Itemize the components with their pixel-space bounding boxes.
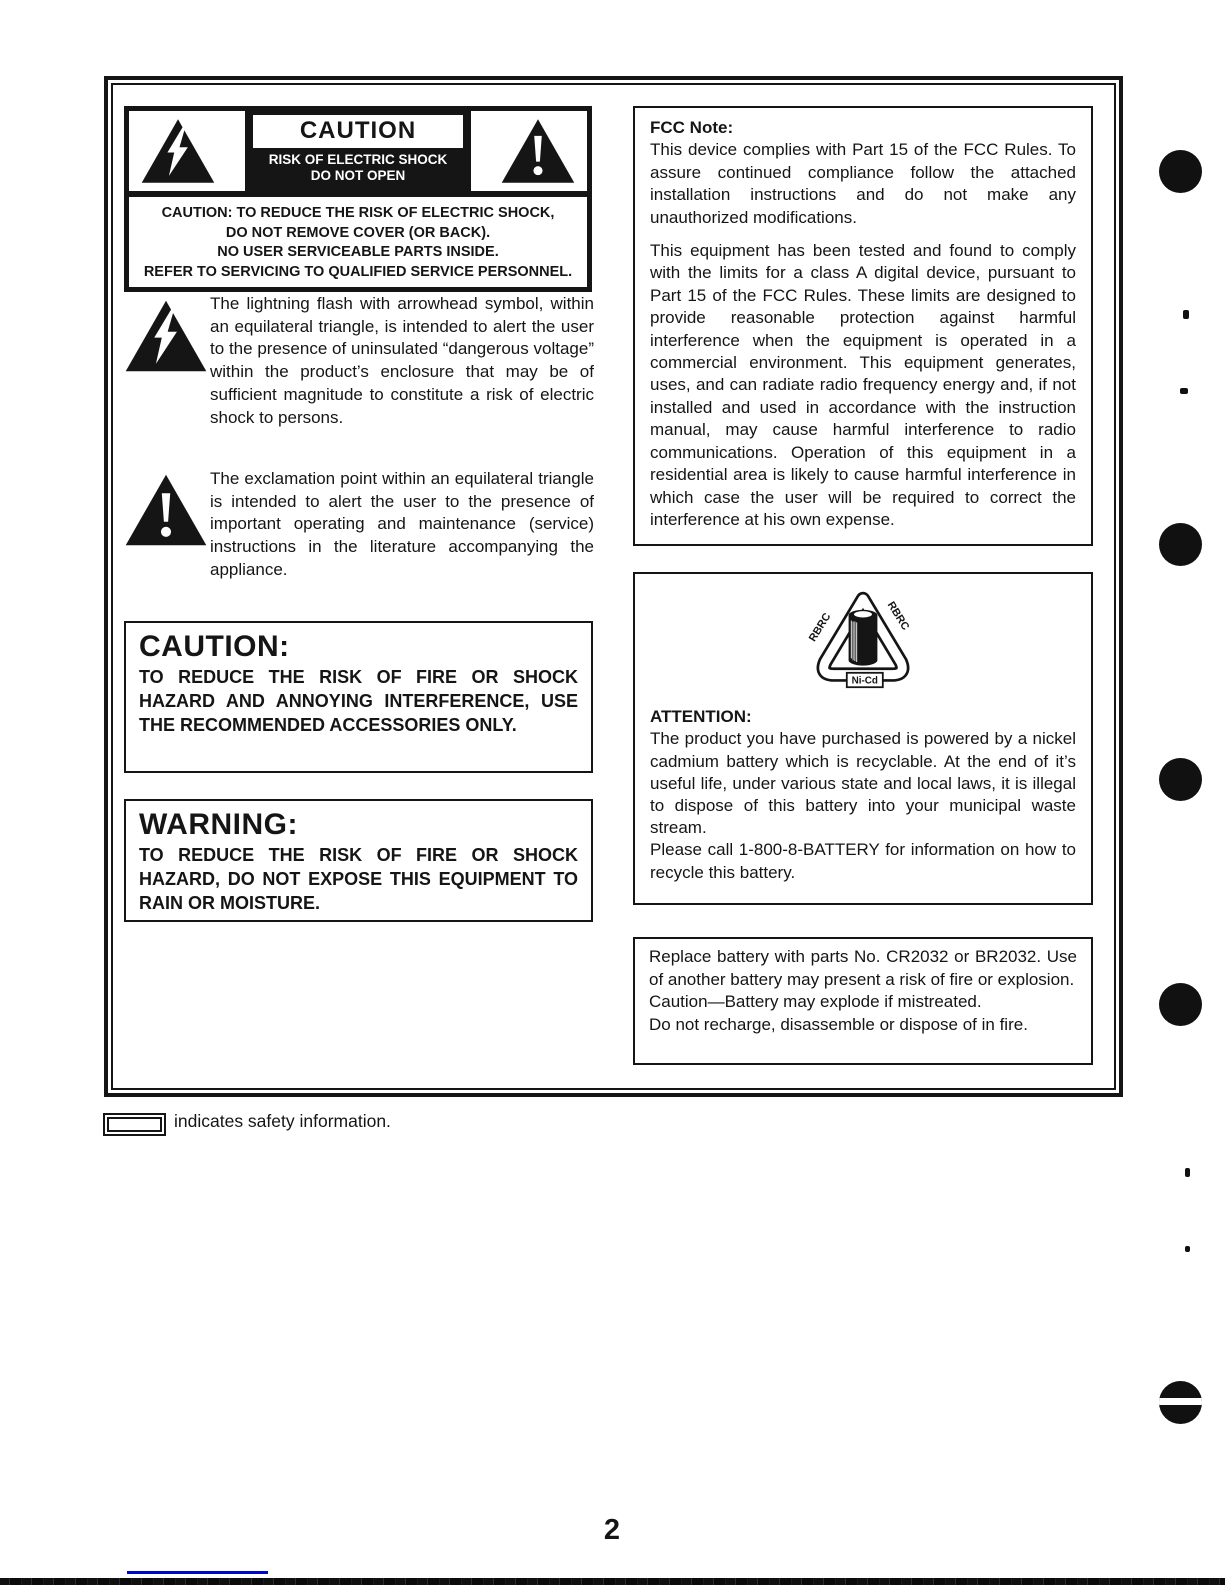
shock-panel-text-line: CAUTION: TO REDUCE THE RISK OF ELECTRIC SHOCK, — [161, 205, 555, 221]
attention-paragraph-1: The product you have purchased is powered by a nickel cadmium battery which is recyclable. At the end of it’s useful life, under various state and local laws, it is illegal to dispose of this battery into your municipal waste stream. — [650, 729, 1076, 838]
shock-label-line1: RISK OF ELECTRIC SHOCK — [268, 152, 448, 167]
registration-dot — [1159, 523, 1202, 566]
replace-battery-line-3: Do not recharge, disassemble or dispose of in fire. — [649, 1014, 1028, 1034]
warning-moisture-box — [124, 799, 593, 922]
fcc-note-title: FCC Note: — [650, 118, 734, 137]
caution-accessories-box — [124, 621, 593, 773]
ink-speck — [1185, 1246, 1190, 1252]
fcc-note-paragraph-1: This device complies with Part 15 of the FCC Rules. To assure continued compliance follow the attached installation instructions and do not make any unauthorized modifications. — [650, 140, 1076, 227]
ink-speck — [1180, 388, 1188, 394]
shock-panel-text — [129, 197, 587, 282]
attention-paragraph-2: Please call 1-800-8-BATTERY for information on how to recycle this battery. — [650, 840, 1076, 882]
shock-panel-text-line: REFER TO SERVICING TO QUALIFIED SERVICE PERSONNEL. — [143, 263, 573, 280]
lightning-symbol-explanation: The lightning flash with arrowhead symbol, within an equilateral triangle, is intended to alert the user to the presence of uninsulated “dangerous voltage” within the product’s enclosure that may be of sufficient magnitude to constitute a risk of electric shock to persons. — [210, 294, 594, 427]
warning-box-body: TO REDUCE THE RISK OF FIRE OR SHOCK HAZARD, DO NOT EXPOSE THIS EQUIPMENT TO RAIN OR MOISTURE. — [139, 845, 578, 913]
registration-dot-stripe — [1159, 1398, 1202, 1405]
safety-box-sample-icon — [103, 1113, 166, 1136]
exclamation-triangle-icon — [124, 472, 208, 548]
shock-label-line2: DO NOT OPEN — [310, 168, 406, 183]
safety-footnote-text: indicates safety information. — [174, 1111, 391, 1131]
ink-speck — [1183, 310, 1189, 319]
battery-recycle-attention-box — [633, 572, 1093, 905]
exclamation-triangle-icon — [500, 117, 576, 185]
caution-box-body: TO REDUCE THE RISK OF FIRE OR SHOCK HAZARD AND ANNOYING INTERFERENCE, USE THE RECOMMENDED ACCESSORIES ONLY. — [139, 667, 578, 735]
risk-of-shock-label — [245, 111, 471, 191]
replace-battery-line-2: Caution—Battery may explode if mistreated. — [649, 992, 982, 1012]
exclamation-symbol-explanation: The exclamation point within an equilateral triangle is intended to alert the user to the presence of important operating and maintenance (service) instructions in the literature accompanying the appliance. — [210, 469, 594, 579]
rbrc-logo-text-bottom: Ni-Cd — [851, 675, 878, 687]
electric-shock-caution-panel — [124, 106, 592, 292]
shock-panel-text-line: NO USER SERVICEABLE PARTS INSIDE. — [217, 244, 499, 260]
registration-dot — [1159, 983, 1202, 1026]
safety-box-sample-icon-inner — [107, 1117, 162, 1132]
fcc-note-paragraph-2: This equipment has been tested and found to comply with the limits for a class A digital device, pursuant to Part 15 of the FCC Rules. These limits are designed to provide reasonable protection against harmful interference when the equipment is operated in a commercial environment. This equipment generates, uses, and can radiate radio frequency energy and, if not installed and used in accordance with the instruction manual, may cause harmful interference to radio communications. Operation of this equipment in a residential area is likely to cause harmful interference in which case the user will be required to correct the interference at his own expense. — [650, 241, 1076, 529]
shock-panel-symbol-band — [129, 111, 587, 197]
rbrc-nicd-recycle-logo — [800, 582, 926, 706]
shock-label-title: CAUTION — [253, 115, 463, 148]
registration-dot-striped — [1159, 1381, 1202, 1424]
caution-box-title: CAUTION: — [139, 630, 290, 663]
registration-dot — [1159, 150, 1202, 193]
warning-box-title: WARNING: — [139, 808, 298, 841]
footer-blue-underline — [127, 1571, 268, 1574]
attention-title: ATTENTION: — [650, 707, 752, 726]
rbrc-logo-text-left: RBRC — [806, 611, 834, 644]
fcc-note-box — [633, 106, 1093, 546]
replace-battery-line-1: Replace battery with parts No. CR2032 or BR2032. Use of another battery may present a risk of fire or explosion. — [649, 947, 1077, 989]
page-bottom-scan-edge — [0, 1578, 1225, 1585]
replace-battery-box — [633, 937, 1093, 1065]
lightning-triangle-icon — [140, 117, 216, 185]
lightning-triangle-icon — [124, 298, 208, 374]
shock-panel-text-line: DO NOT REMOVE COVER (OR BACK). — [225, 224, 491, 241]
ink-speck — [1185, 1168, 1190, 1177]
safety-info-frame — [104, 76, 1123, 1097]
rbrc-logo-text-right: RBRC — [884, 599, 912, 633]
registration-dot — [1159, 758, 1202, 801]
page-number: 2 — [603, 1514, 622, 1546]
